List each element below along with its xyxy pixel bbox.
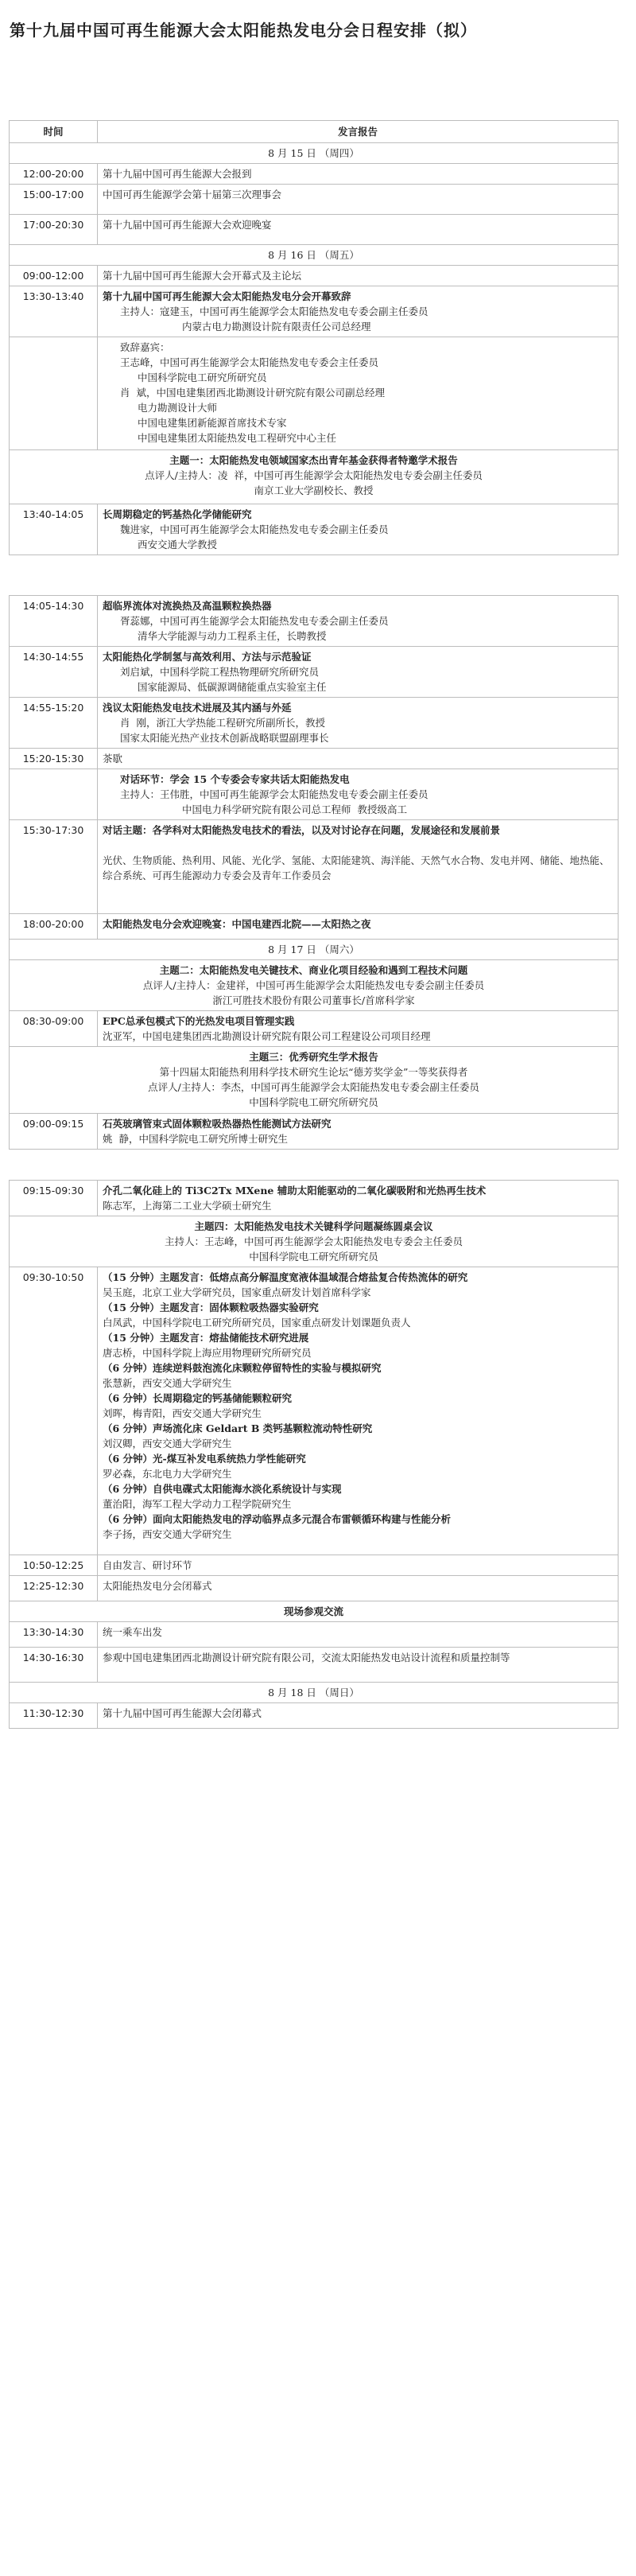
item-text: 点评人/主持人：凌 祥，中国可再生能源学会太阳能热发电专委会副主任委员: [145, 469, 483, 481]
session-header-cell: [10, 1047, 619, 1114]
schedule-table: [9, 120, 619, 1729]
item-text: 中国科学院电工研究所研究员: [249, 1096, 378, 1108]
item-title: 长周期稳定的钙基热化学储能研究: [103, 508, 252, 520]
item-text: 第十九届中国可再生能源大会欢迎晚宴: [103, 219, 272, 231]
item-title: （15 分钟）主题发言：固体颗粒吸热器实验研究: [103, 1302, 319, 1313]
schedule-row: [10, 749, 619, 769]
content-cell: [98, 1703, 619, 1729]
time-cell: 13:30-14:30: [10, 1622, 98, 1648]
item-text: 南京工业大学副校长、教授: [254, 484, 374, 496]
day-label: 8 月 16 日 （周五）: [10, 245, 619, 266]
time-cell: 12:00-20:00: [10, 164, 98, 185]
gap-cell: [10, 1150, 619, 1181]
time-cell: 08:30-09:00: [10, 1011, 98, 1047]
schedule-row: [10, 1703, 619, 1729]
item-text: 中国电建集团太阳能热发电工程研究中心主任: [138, 432, 337, 444]
time-cell: 12:25-12:30: [10, 1576, 98, 1601]
item-text: 胥蕊娜，中国可再生能源学会太阳能热发电专委会副主任委员: [120, 615, 389, 627]
time-cell: 09:15-09:30: [10, 1181, 98, 1216]
day-label: 8 月 15 日 （周四）: [10, 143, 619, 164]
item-text: 中国科学院电工研究所研究员: [138, 372, 267, 383]
item-text: 太阳能热发电分会闭幕式: [103, 1580, 212, 1592]
content-cell: [98, 337, 619, 450]
content-cell: [98, 215, 619, 245]
item-text: 中国电建集团新能源首席技术专家: [138, 417, 287, 429]
content-cell: [98, 266, 619, 286]
item-text: 中国可再生能源学会第十届第三次理事会: [103, 189, 282, 200]
session-header-cell: [10, 1216, 619, 1267]
item-text: 主持人：寇建玉，中国可再生能源学会太阳能热发电专委会副主任委员: [120, 305, 429, 317]
item-text: 第十九届中国可再生能源大会闭幕式: [103, 1707, 262, 1719]
item-text: 浙江可胜技术股份有限公司董事长/首席科学家: [212, 994, 415, 1006]
time-cell: 09:30-10:50: [10, 1267, 98, 1555]
session-header-row: [10, 1216, 619, 1267]
schedule-row: [10, 1011, 619, 1047]
item-text: 自由发言、研讨环节: [103, 1559, 192, 1571]
item-text: 第十四届太阳能热利用科学技术研究生论坛“德芳奖学金”一等奖获得者: [159, 1066, 468, 1078]
time-cell: 18:00-20:00: [10, 914, 98, 940]
schedule-row: [10, 1114, 619, 1150]
day-label: 8 月 17 日 （周六）: [10, 940, 619, 960]
item-text: 内蒙古电力勘测设计院有限责任公司总经理: [182, 321, 371, 333]
item-text: 王志峰，中国可再生能源学会太阳能热发电专委会主任委员: [120, 356, 379, 368]
content-cell: [98, 164, 619, 185]
item-text: 姚 静，中国科学院电工研究所博士研究生: [103, 1133, 288, 1145]
item-text: 白凤武，中国科学院电工研究所研究员，国家重点研发计划课题负责人: [103, 1317, 411, 1329]
session-header-row: [10, 960, 619, 1011]
session-header-cell: [10, 1601, 619, 1622]
item-title: 太阳能热发电分会欢迎晚宴：中国电建西北院——太阳热之夜: [103, 918, 371, 930]
item-title: 石英玻璃管束式固体颗粒吸热器热性能测试方法研究: [103, 1118, 332, 1130]
item-text: 点评人/主持人：金建祥，中国可再生能源学会太阳能热发电专委会副主任委员: [142, 979, 485, 991]
content-cell: [98, 1622, 619, 1648]
table-header-row: [10, 121, 619, 143]
item-title: 主题三：优秀研究生学术报告: [249, 1051, 378, 1063]
content-cell: [98, 1648, 619, 1683]
schedule-body: [10, 143, 619, 1729]
time-cell: 14:30-16:30: [10, 1648, 98, 1683]
time-cell: [10, 769, 98, 820]
item-title: 对话环节：学会 15 个专委会专家共话太阳能热发电: [120, 773, 350, 785]
item-title: （6 分钟）面向太阳能热发电的浮动临界点多元混合布雷顿循环构建与性能分析: [103, 1513, 452, 1525]
item-text: 沈亚军，中国电建集团西北勘测设计研究院有限公司工程建设公司项目经理: [103, 1030, 431, 1042]
header-content: 发言报告: [98, 121, 619, 143]
time-cell: [10, 337, 98, 450]
session-header-row: [10, 450, 619, 504]
document-title: 第十九届中国可再生能源大会太阳能热发电分会日程安排（拟）: [10, 21, 477, 40]
content-cell: [98, 1555, 619, 1576]
item-title: （6 分钟）声场流化床 Geldart B 类钙基颗粒流动特性研究: [103, 1422, 373, 1434]
item-title: 现场参观交流: [283, 1605, 343, 1617]
item-text: [103, 838, 613, 853]
schedule-row: [10, 337, 619, 450]
item-title: 太阳能热化学制氢与高效利用、方法与示范验证: [103, 651, 312, 663]
schedule-row: [10, 1622, 619, 1648]
item-title: （15 分钟）主题发言：低熔点高分解温度宽液体温域混合熔盐复合传热流体的研究: [103, 1271, 468, 1283]
item-title: （6 分钟）自供电碟式太阳能海水淡化系统设计与实现: [103, 1483, 342, 1495]
item-text: 肖 斌，中国电建集团西北勘测设计研究院有限公司副总经理: [120, 387, 385, 399]
schedule-row: [10, 1555, 619, 1576]
content-cell: [98, 1576, 619, 1601]
item-text: 点评人/主持人：李杰，中国可再生能源学会太阳能热发电专委会副主任委员: [148, 1081, 479, 1093]
content-cell: [98, 1114, 619, 1150]
item-text: 光伏、生物质能、热利用、风能、光化学、氢能、太阳能建筑、海洋能、天然气水合物、发电并网、储能、地热能、综合系统、可再生能源动力专委会及青年工作委员会: [103, 854, 610, 881]
time-cell: 15:00-17:00: [10, 185, 98, 215]
item-text: 唐志桥，中国科学院上海应用物理研究所研究员: [103, 1347, 312, 1359]
schedule-row: [10, 1267, 619, 1555]
content-cell: [98, 698, 619, 749]
item-title: （6 分钟）连续逆料鼓泡流化床颗粒停留特性的实验与模拟研究: [103, 1362, 382, 1374]
schedule-row: [10, 164, 619, 185]
schedule-row: [10, 266, 619, 286]
schedule-row: [10, 504, 619, 555]
session-header-row: [10, 1601, 619, 1622]
schedule-row: [10, 1648, 619, 1683]
content-cell: [98, 504, 619, 555]
item-title: 主题四：太阳能热发电技术关键科学问题凝练圆桌会议: [194, 1220, 433, 1232]
item-text: 刘启斌，中国科学院工程热物理研究所研究员: [120, 666, 320, 678]
item-text: 西安交通大学教授: [138, 539, 218, 551]
time-cell: 15:20-15:30: [10, 749, 98, 769]
time-cell: 09:00-09:15: [10, 1114, 98, 1150]
content-cell: [98, 749, 619, 769]
content-cell: [98, 769, 619, 820]
time-cell: 13:30-13:40: [10, 286, 98, 337]
schedule-row: [10, 1576, 619, 1601]
item-text: 茶歇: [103, 753, 123, 765]
schedule-row: [10, 914, 619, 940]
item-title: 第十九届中国可再生能源大会太阳能热发电分会开幕致辞: [103, 290, 351, 302]
item-text: 电力勘测设计大师: [138, 402, 218, 414]
schedule-row: [10, 185, 619, 215]
item-text: 刘汉卿，西安交通大学研究生: [103, 1438, 232, 1449]
time-cell: 14:05-14:30: [10, 596, 98, 647]
item-text: 魏进家，中国可再生能源学会太阳能热发电专委会副主任委员: [120, 523, 389, 535]
session-header-cell: [10, 960, 619, 1011]
content-cell: [98, 647, 619, 698]
item-title: EPC总承包模式下的光热发电项目管理实践: [103, 1015, 295, 1027]
schedule-row: [10, 698, 619, 749]
item-title: 主题二：太阳能热发电关键技术、商业化项目经验和遇到工程技术问题: [159, 964, 468, 976]
item-text: 吴玉庭，北京工业大学研究员，国家重点研发计划首席科学家: [103, 1286, 371, 1298]
content-cell: [98, 820, 619, 914]
item-text: 李子扬，西安交通大学研究生: [103, 1528, 232, 1540]
item-title: 主题一：太阳能热发电领域国家杰出青年基金获得者特邀学术报告: [169, 454, 458, 466]
content-cell: [98, 185, 619, 215]
time-cell: 15:30-17:30: [10, 820, 98, 914]
schedule-row: [10, 820, 619, 914]
day-header-row: [10, 1683, 619, 1703]
item-text: 肖 刚，浙江大学热能工程研究所副所长，教授: [120, 717, 325, 729]
item-text: 陈志军，上海第二工业大学硕士研究生: [103, 1200, 272, 1212]
item-text: 张慧新，西安交通大学研究生: [103, 1377, 232, 1389]
schedule-row: [10, 1181, 619, 1216]
schedule-row: [10, 647, 619, 698]
item-title: （6 分钟）光-煤互补发电系统热力学性能研究: [103, 1453, 306, 1465]
day-header-row: [10, 143, 619, 164]
day-label: 8 月 18 日 （周日）: [10, 1683, 619, 1703]
item-text: 清华大学能源与动力工程系主任，长聘教授: [138, 630, 327, 642]
session-header-cell: [10, 450, 619, 504]
content-cell: [98, 1011, 619, 1047]
item-text: 董治阳，海军工程大学动力工程学院研究生: [103, 1498, 292, 1510]
schedule-row: [10, 215, 619, 245]
item-text: 主持人：王伟胜，中国可再生能源学会太阳能热发电专委会副主任委员: [120, 788, 429, 800]
session-header-row: [10, 1047, 619, 1114]
day-header-row: [10, 940, 619, 960]
item-text: 罗必森，东北电力大学研究生: [103, 1468, 232, 1480]
time-cell: 17:00-20:30: [10, 215, 98, 245]
time-cell: 13:40-14:05: [10, 504, 98, 555]
content-cell: [98, 1181, 619, 1216]
item-text: 统一乘车出发: [103, 1626, 163, 1638]
page-gap: [10, 555, 619, 596]
item-text: 中国科学院电工研究所研究员: [249, 1251, 378, 1263]
content-cell: [98, 914, 619, 940]
content-cell: [98, 1267, 619, 1555]
item-title: 对话主题：各学科对太阳能热发电技术的看法，以及对讨论存在问题，发展途径和发展前景: [103, 824, 501, 836]
item-text: 刘晖，梅青阳，西安交通大学研究生: [103, 1407, 262, 1419]
item-title: 介孔二氧化硅上的 Ti3C2Tx MXene 辅助太阳能驱动的二氧化碳吸附和光热再生技术: [103, 1185, 487, 1197]
time-cell: 11:30-12:30: [10, 1703, 98, 1729]
item-text: 国家太阳能光热产业技术创新战略联盟副理事长: [120, 732, 329, 744]
item-text: 中国电力科学研究院有限公司总工程师 教授级高工: [182, 804, 407, 815]
time-cell: 14:30-14:55: [10, 647, 98, 698]
item-title: （15 分钟）主题发言：熔盐储能技术研究进展: [103, 1332, 309, 1344]
day-header-row: [10, 245, 619, 266]
item-title: 浅议太阳能热发电技术进展及其内涵与外延: [103, 702, 292, 714]
header-time: 时间: [10, 121, 98, 143]
item-text: 第十九届中国可再生能源大会开幕式及主论坛: [103, 270, 302, 282]
item-text: 参观中国电建集团西北勘测设计研究院有限公司，交流太阳能热发电站设计流程和质量控制等: [103, 1652, 510, 1664]
schedule-row: [10, 596, 619, 647]
item-title: （6 分钟）长周期稳定的钙基储能颗粒研究: [103, 1392, 293, 1404]
gap-cell: [10, 555, 619, 596]
item-title: 超临界流体对流换热及高温颗粒换热器: [103, 600, 272, 612]
item-text: 主持人：王志峰，中国可再生能源学会太阳能热发电专委会主任委员: [164, 1235, 463, 1247]
schedule-row: [10, 769, 619, 820]
item-text: 致辞嘉宾：: [120, 341, 170, 353]
item-text: 国家能源局、低碳源调储能重点实验室主任: [138, 681, 327, 693]
time-cell: 14:55-15:20: [10, 698, 98, 749]
content-cell: [98, 286, 619, 337]
content-cell: [98, 596, 619, 647]
page-gap: [10, 1150, 619, 1181]
schedule-row: [10, 286, 619, 337]
time-cell: 09:00-12:00: [10, 266, 98, 286]
time-cell: 10:50-12:25: [10, 1555, 98, 1576]
item-text: 第十九届中国可再生能源大会报到: [103, 168, 252, 180]
